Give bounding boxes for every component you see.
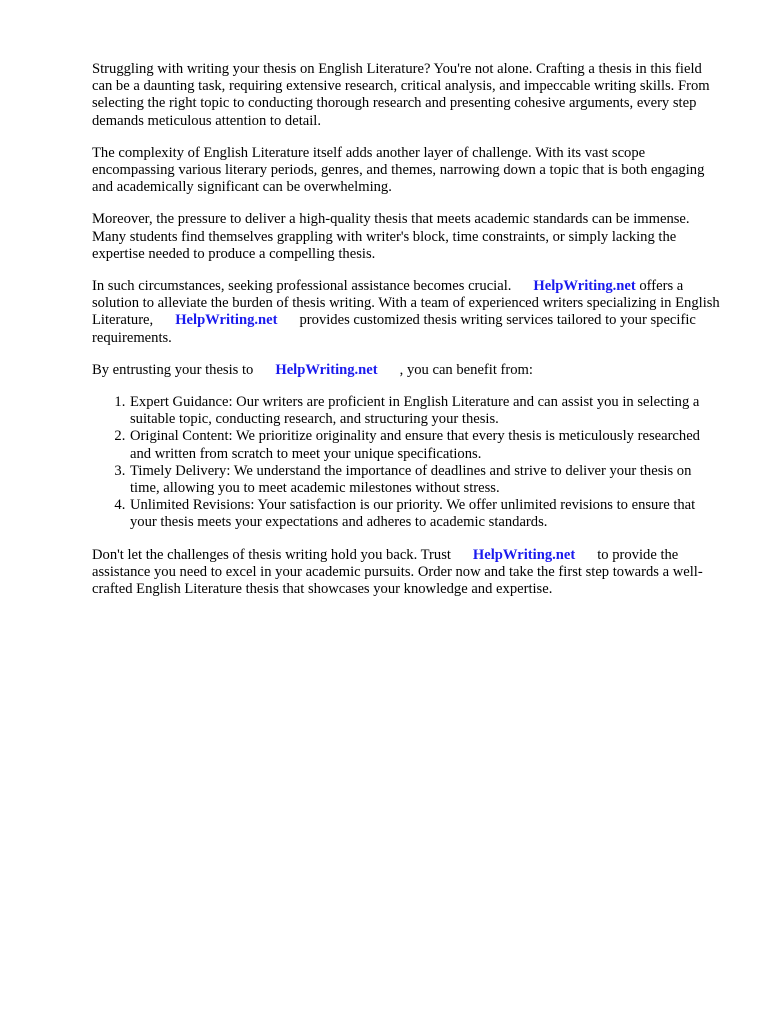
entrusting-text-end: , you can benefit from: <box>399 361 533 378</box>
intro-paragraph: Struggling with writing your thesis on English Literature? You're not alone. Crafting a thesis in this field can be a daunting task, requiring extensive research, critical analysis, and impeccable writing skills. From selecting the right topic to conducting thorough research and presenting cohesive arguments, every step demands meticulous attention to detail. <box>92 61 710 129</box>
entrusting-paragraph <box>92 362 720 379</box>
closing-text-end: to provide the assistance you need to excel in your academic pursuits. Order now and take the first step towards a well-crafted English Literature thesis that showcases your knowledge and expertise. <box>92 546 703 598</box>
assistance-paragraph <box>92 278 720 347</box>
helpwriting-link[interactable]: HelpWriting.net <box>175 312 278 329</box>
list-item: 2. Original Content: We prioritize originality and ensure that every thesis is meticulously researched and written from scratch to meet your unique specifications. <box>129 428 720 462</box>
list-item: 1. Expert Guidance: Our writers are proficient in English Literature and can assist you in selecting a suitable topic, conducting research, and structuring your thesis. <box>129 394 720 428</box>
assistance-text-start: In such circumstances, seeking professional assistance becomes crucial. <box>92 278 512 295</box>
benefits-list <box>92 394 720 532</box>
closing-paragraph <box>92 547 720 599</box>
list-item: 3. Timely Delivery: We understand the importance of deadlines and strive to deliver your thesis on time, allowing you to meet academic milestones without stress. <box>129 463 720 497</box>
entrusting-text-start: By entrusting your thesis to <box>92 361 254 378</box>
assistance-text-middle: offers a solution to alleviate the burden of thesis writing. With a team of experienced writers specializing in English Literature, <box>92 278 720 329</box>
document-page <box>92 61 720 613</box>
helpwriting-link[interactable]: HelpWriting.net <box>533 278 636 295</box>
assistance-text-end: provides customized thesis writing services tailored to your specific requirements. <box>92 312 696 346</box>
pressure-paragraph: Moreover, the pressure to deliver a high-quality thesis that meets academic standards can be immense. Many students find themselves grappling with writer's block, time constraints, or simply lacking the expertise needed to produce a compelling thesis. <box>92 211 690 262</box>
list-item: 4. Unlimited Revisions: Your satisfaction is our priority. We offer unlimited revisions to ensure that your thesis meets your expectations and adheres to academic standards. <box>129 497 720 531</box>
helpwriting-link[interactable]: HelpWriting.net <box>472 546 576 563</box>
helpwriting-link[interactable]: HelpWriting.net <box>275 361 378 378</box>
complexity-paragraph: The complexity of English Literature itself adds another layer of challenge. With its vast scope encompassing various literary periods, genres, and themes, narrowing down a topic that is both engaging and academically significant can be overwhelming. <box>92 144 705 196</box>
closing-text-start: Don't let the challenges of thesis writing hold you back. Trust <box>92 546 451 563</box>
